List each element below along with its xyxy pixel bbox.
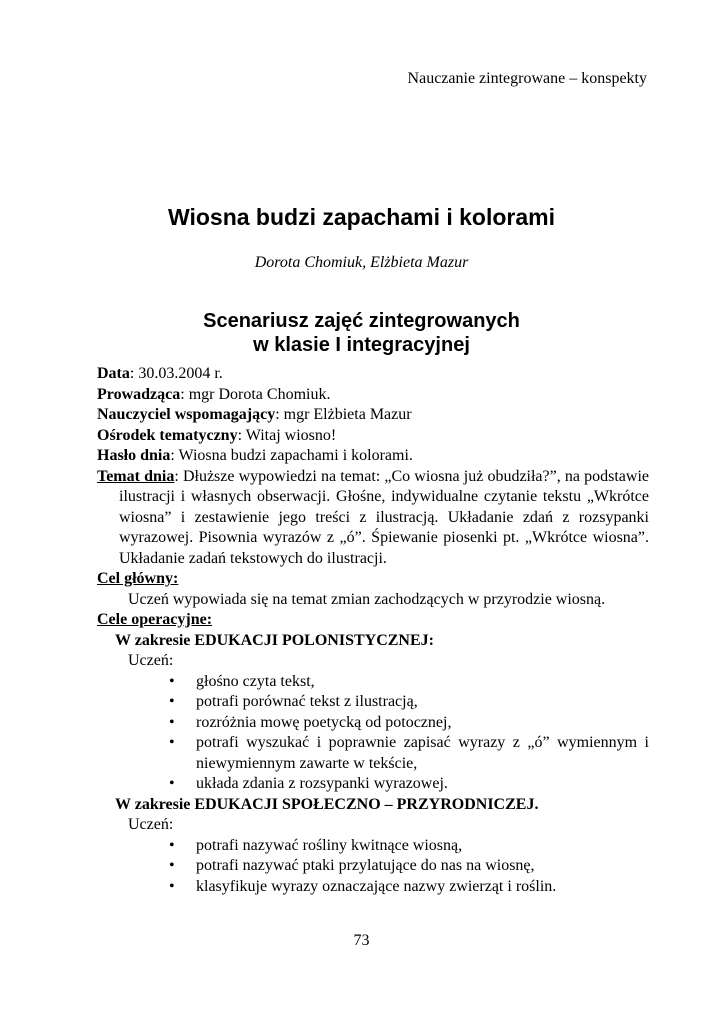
main-goal-label: Cel główny: — [97, 570, 179, 587]
document-body — [97, 364, 649, 897]
list-item: • potrafi wyszukać i poprawnie zapisać wyrazy z „ó” wymiennym i niewymiennym zawarte w tekście, — [97, 733, 649, 774]
section-intro: Uczeń: — [128, 816, 174, 833]
field-teacher — [97, 385, 649, 406]
topic-label: Temat dnia — [97, 467, 175, 485]
field-value: : Wiosna budzi zapachami i kolorami. — [170, 447, 413, 464]
operational-goals-label: Cele operacyjne: — [97, 611, 213, 628]
field-value: : mgr Dorota Chomiuk. — [180, 385, 331, 403]
field-label: Hasło dnia — [97, 447, 171, 464]
authors-line: Dorota Chomiuk, Elżbieta Mazur — [254, 254, 469, 271]
field-label: Data — [97, 365, 130, 382]
section-heading-social-nature: W zakresie EDUKACJI SPOŁECZNO – PRZYRODNICZEJ. — [115, 795, 539, 813]
scenario-subtitle — [0, 309, 723, 357]
bullet-list-polish — [97, 672, 649, 795]
field-label: Prowadząca — [97, 385, 181, 403]
bullet-list-social-nature — [97, 836, 649, 898]
topic-paragraph — [97, 467, 649, 570]
list-item: • potrafi porównać tekst z ilustracją, — [97, 692, 649, 713]
list-item: • układa zdania z rozsypanki wyrazowej. — [97, 774, 649, 795]
list-item: • rozróżnia mowę poetycką od potocznej, — [97, 713, 649, 734]
list-item: • potrafi nazywać ptaki przylatujące do nas na wiosnę, — [97, 856, 649, 877]
list-item: • klasyfikuje wyrazy oznaczające nazwy zwierząt i roślin. — [97, 877, 649, 898]
field-label: Ośrodek tematyczny — [97, 426, 238, 444]
running-header: Nauczanie zintegrowane – konspekty — [407, 70, 647, 87]
field-value: : 30.03.2004 r. — [129, 365, 223, 382]
field-label: Nauczyciel wspomagający — [97, 406, 276, 423]
field-motto — [97, 446, 649, 467]
main-goal-text: Uczeń wypowiada się na temat zmian zachodzących w przyrodzie wiosną. — [128, 590, 606, 608]
main-goal-heading — [97, 569, 649, 590]
field-value: : mgr Elżbieta Mazur — [275, 406, 412, 423]
list-item: • głośno czyta tekst, — [97, 672, 649, 693]
field-theme-center — [97, 426, 649, 447]
field-assistant-teacher — [97, 405, 649, 426]
field-value: : Witaj wiosno! — [237, 426, 337, 444]
subtitle-line-2: w klasie I integracyjnej — [253, 334, 470, 356]
list-item: • potrafi nazywać rośliny kwitnące wiosną, — [97, 836, 649, 857]
document-title: Wiosna budzi zapachami i kolorami — [167, 204, 556, 230]
topic-text: : Dłuższe wypowiedzi na temat: „Co wiosna już obudziła?”, na podstawie ilustracji i własnych obserwacji. Głośne, indywidualne czytanie tekstu „Wkrótce wiosna” i zestawienie jego treści z ilustracją. Układanie zdań z rozsypanki wyrazowej. Pisownia wyrazów z „ó”. Śpiewanie piosenki pt. „Wkrótce wiosna”. Układanie zadań tekstowych do ilustracji. — [119, 467, 650, 567]
field-date — [97, 364, 649, 385]
page-number: 73 — [353, 932, 370, 949]
subtitle-line-1: Scenariusz zajęć zintegrowanych — [203, 310, 520, 332]
section-intro: Uczeń: — [128, 652, 174, 669]
operational-goals-heading — [97, 610, 649, 631]
section-heading-polish: W zakresie EDUKACJI POLONISTYCZNEJ: — [115, 631, 434, 649]
